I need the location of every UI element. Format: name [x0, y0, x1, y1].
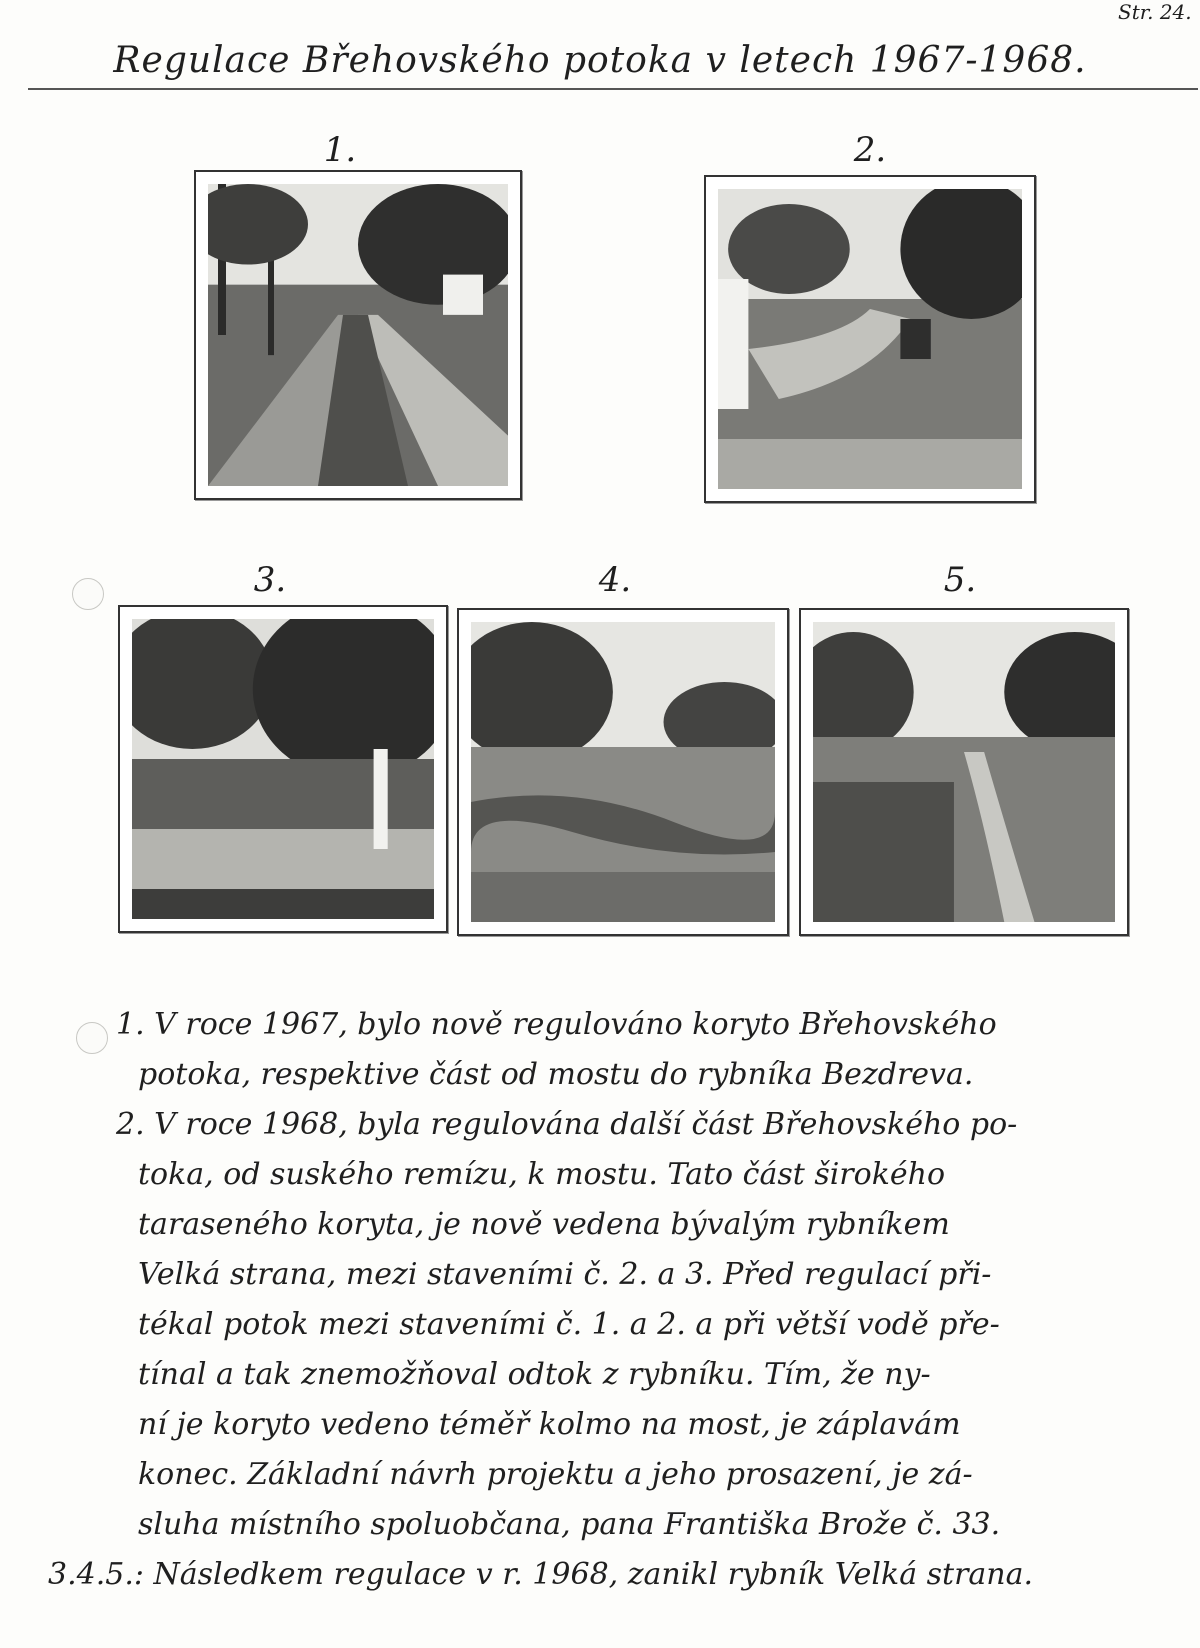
- text-line: Velká strana, mezi staveními č. 2. a 3. Před regulací při-: [138, 1257, 992, 1292]
- text-line: sluha místního spoluobčana, pana Františka Brože č. 33.: [138, 1507, 1001, 1542]
- photo-1-image: [208, 184, 508, 486]
- caption-text: [48, 1000, 1158, 1600]
- page-number: Str. 24.: [1118, 0, 1192, 24]
- photo-number-1: 1.: [323, 130, 357, 170]
- text-line: 3.4.5.: Následkem regulace v r. 1968, zanikl rybník Velká strana.: [48, 1557, 1034, 1592]
- text-line: potoka, respektive část od mostu do rybníka Bezdreva.: [138, 1057, 974, 1092]
- text-line: tékal potok mezi staveními č. 1. a 2. a při větší vodě pře-: [138, 1307, 1000, 1342]
- photo-3-image: [132, 619, 434, 919]
- photo-number-2: 2.: [853, 130, 887, 170]
- punch-hole: [72, 578, 104, 610]
- photo-number-5: 5.: [943, 560, 977, 600]
- text-line: ní je koryto vedeno téměř kolmo na most, je záplavám: [138, 1407, 961, 1442]
- photo-number-4: 4.: [598, 560, 632, 600]
- photo-2-image: [718, 189, 1022, 489]
- photo-1: [194, 170, 522, 500]
- photo-5: [799, 608, 1129, 936]
- text-line: 1. V roce 1967, bylo nově regulováno koryto Břehovského: [116, 1007, 997, 1042]
- photo-5-image: [813, 622, 1115, 922]
- photo-number-3: 3.: [253, 560, 287, 600]
- photo-2: [704, 175, 1036, 503]
- photo-4-image: [471, 622, 775, 922]
- title-underline: [28, 88, 1198, 90]
- page-title: Regulace Břehovského potoka v letech 1967-1968.: [113, 40, 1087, 81]
- text-line: tínal a tak znemožňoval odtok z rybníku. Tím, že ny-: [138, 1357, 931, 1392]
- text-line: toka, od suského remízu, k mostu. Tato část širokého: [138, 1157, 946, 1192]
- text-line: taraseného koryta, je nově vedena bývalým rybníkem: [138, 1207, 950, 1242]
- text-line: konec. Základní návrh projektu a jeho prosazení, je zá-: [138, 1457, 973, 1492]
- photo-3: [118, 605, 448, 933]
- photo-4: [457, 608, 789, 936]
- text-line: 2. V roce 1968, byla regulována další část Břehovského po-: [116, 1107, 1018, 1142]
